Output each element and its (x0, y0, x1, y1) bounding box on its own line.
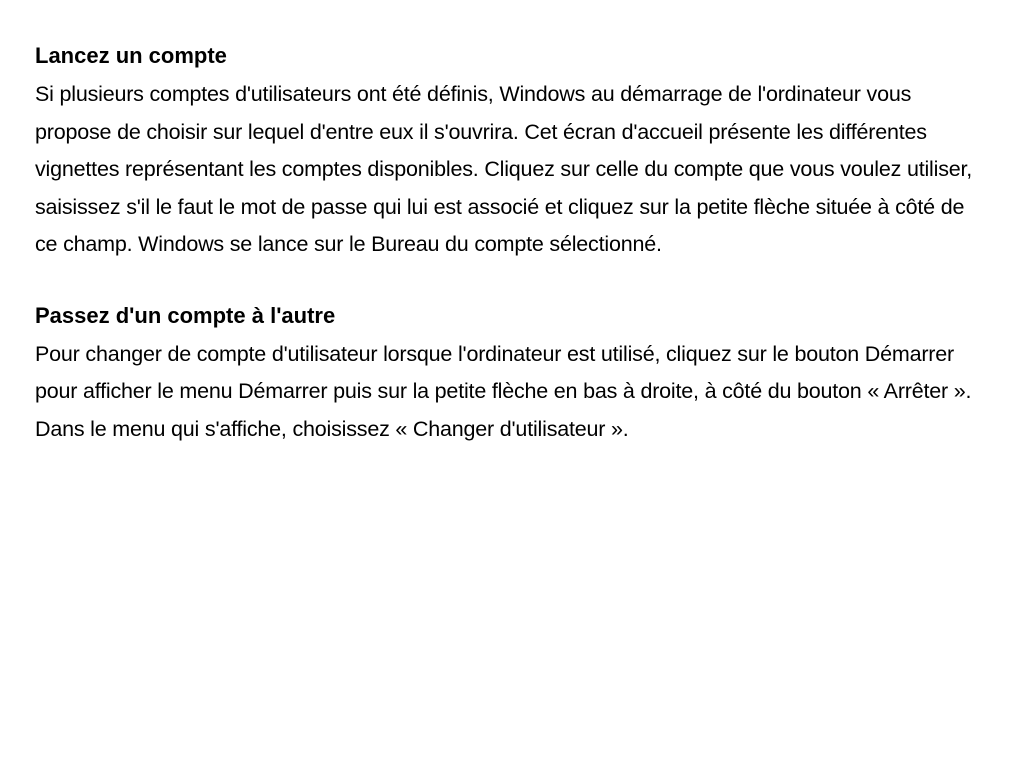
document-page (35, 40, 980, 448)
section-paragraph: Pour changer de compte d'utilisateur lorsque l'ordinateur est utilisé, cliquez sur le bouton Démarrer pour afficher le menu Démarrer puis sur la petite flèche en bas à droite, à côté du bouton « Arrêter ». Dans le menu qui s'affiche, choisissez « Changer d'utilisateur ». (35, 341, 972, 441)
section-title: Passez d'un compte à l'autre (35, 302, 336, 328)
section-title: Lancez un compte (35, 43, 227, 68)
section-launch-account (35, 40, 980, 264)
section-paragraph: Si plusieurs comptes d'utilisateurs ont été définis, Windows au démarrage de l'ordinateur vous propose de choisir sur lequel d'entre eux il s'ouvrira. Cet écran d'accueil présente les différentes vignettes représentant les comptes disponibles. Cliquez sur celle du compte que vous voulez utiliser, saisissez s'il le faut le mot de passe qui lui est associé et cliquez sur la petite flèche située à côté de ce champ. Windows se lance sur le Bureau du compte sélectionné. (35, 82, 973, 256)
section-switch-account (35, 300, 980, 449)
